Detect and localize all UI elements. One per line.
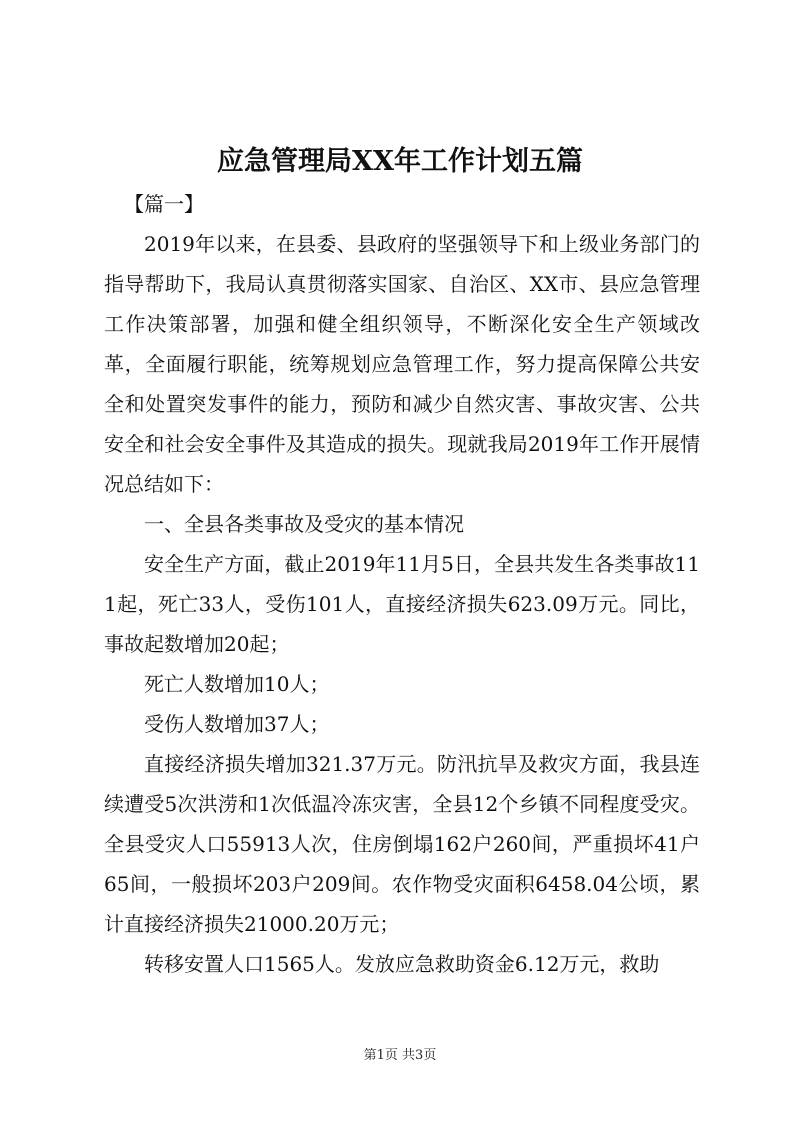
section-label: 【篇一】 [124, 192, 204, 216]
paragraph-disaster: 直接经济损失增加321.37万元。防汛抗旱及救灾方面，我县连续遭受5次洪涝和1次低温冷冻灾害，全县12个乡镇不同程度受灾。全县受灾人口55913人次，住房倒塌162户260间，严重损坏41户65间，一般损坏203户209间。农作物受灾面积6458.04公顷，累计直接经济损失21000.20万元； [104, 752, 700, 936]
paragraph-deaths: 死亡人数增加10人； [144, 672, 330, 696]
section-heading: 一、全县各类事故及受灾的基本情况 [144, 512, 464, 536]
paragraph-safety: 安全生产方面，截止2019年11月5日，全县共发生各类事故111起，死亡33人，受伤101人，直接经济损失623.09万元。同比，事故起数增加20起； [104, 552, 700, 656]
page-title: 应急管理局XX年工作计划五篇 [217, 146, 583, 177]
document-body [104, 184, 700, 984]
paragraph-relocation: 转移安置人口1565人。发放应急救助资金6.12万元，救助 [144, 952, 660, 976]
paragraph-intro: 2019年以来，在县委、县政府的坚强领导下和上级业务部门的指导帮助下，我局认真贯彻落实国家、自治区、XX市、县应急管理工作决策部署，加强和健全组织领导，不断深化安全生产领域改革，全面履行职能，统筹规划应急管理工作，努力提高保障公共安全和处置突发事件的能力，预防和减少自然灾害、事故灾害、公共安全和社会安全事件及其造成的损失。现就我局2019年工作开展情况总结如下： [104, 232, 700, 496]
paragraph-injuries: 受伤人数增加37人； [144, 712, 330, 736]
page-footer: 第1页 共3页 [363, 1048, 437, 1063]
